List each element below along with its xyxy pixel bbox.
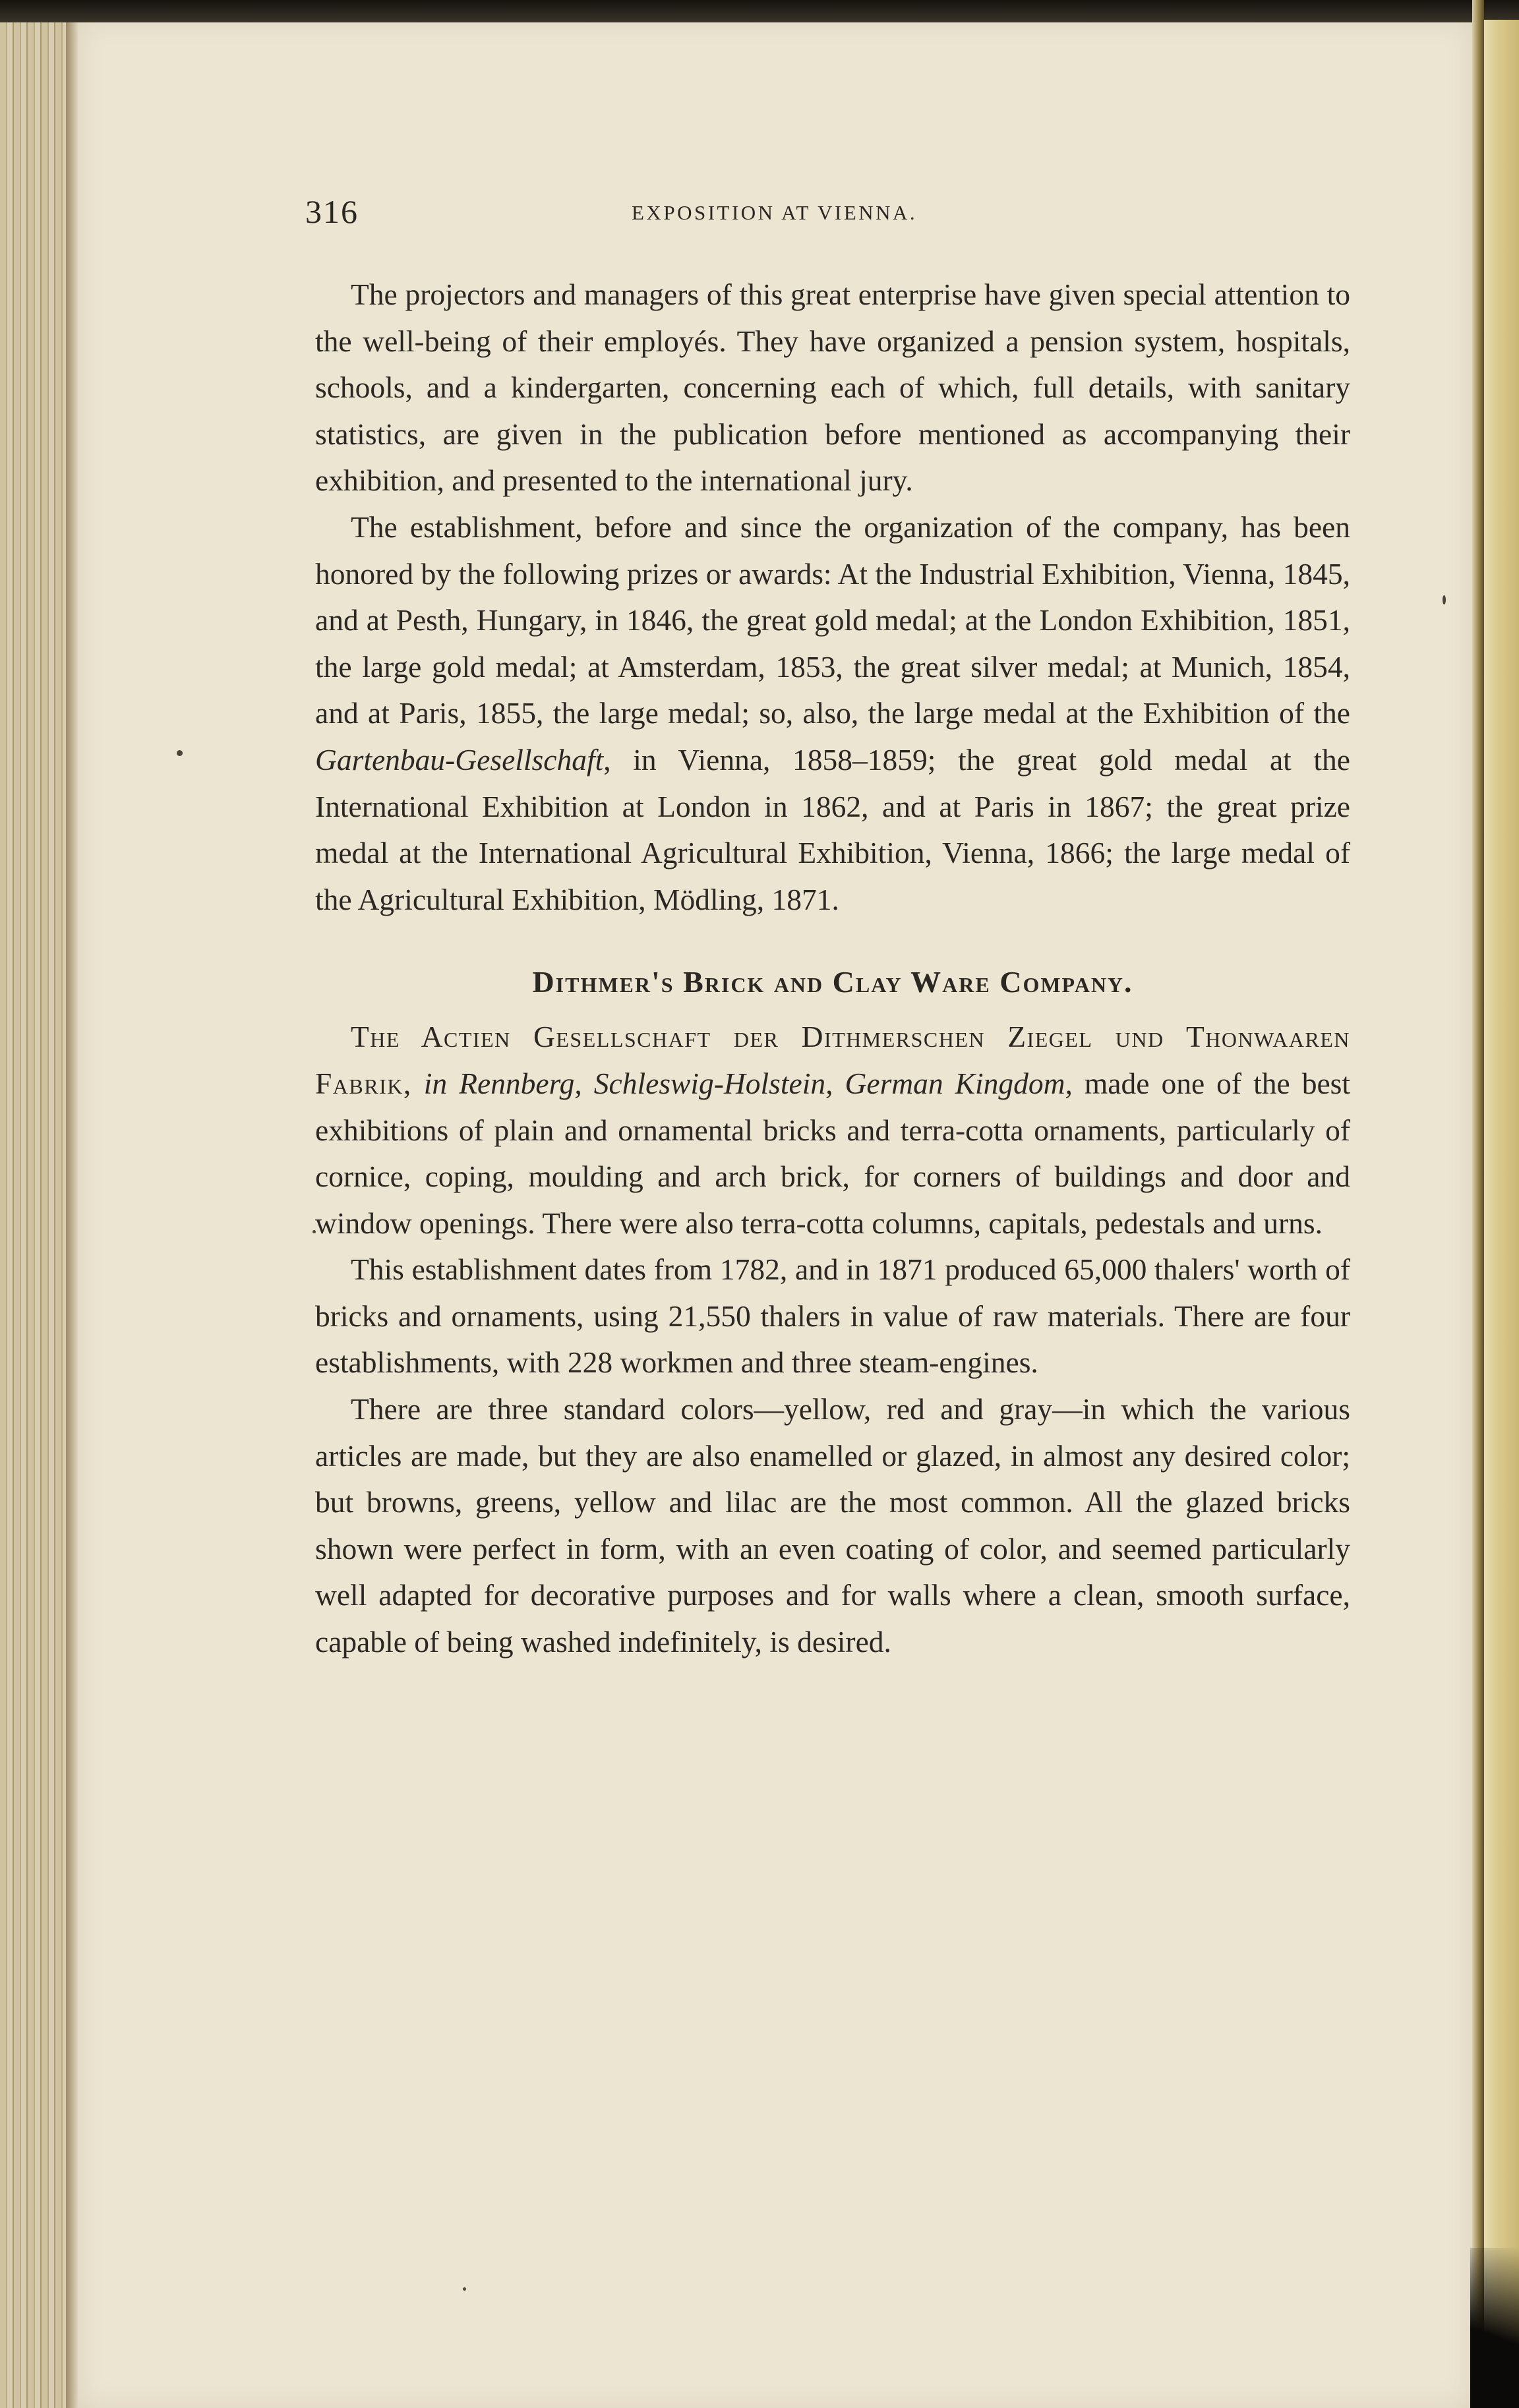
paragraph-employes: The projectors and managers of this great enterprise have given special attention to the well-being of their employés. They have organized a pension system, hospitals, schools, and a kindergarten, concerning each of which, full details, with sanitary statistics, are given in the publication before mentioned as accompanying their exhibition, and presented to the international jury. xyxy=(315,278,1350,498)
page-edge-shadow xyxy=(66,0,79,2408)
paper-speck xyxy=(177,750,183,756)
page-gutter-right xyxy=(1472,0,1484,2408)
scan-top-border xyxy=(0,0,1519,22)
paragraph-establishment-stats: This establishment dates from 1782, and in 1871 produced 65,000 thalers' worth of bricks and ornaments, using 21,550 thalers in value of raw materials. There are four establishments, with 228 workmen and three steam-engines. xyxy=(315,1252,1350,1380)
scan-corner-shadow xyxy=(1470,2248,1519,2408)
paragraph-dithmer-exhibit xyxy=(315,1014,1350,1247)
running-head xyxy=(305,192,1370,239)
awards-text-start: The establishment, before and since the organization of the company, has been honored by the following prizes or awards: At the Industrial Exhibition, Vienna, 1845, and at Pesth, Hungary, in 1846, the great gold medal; at the London Exhibition, 1851, the large gold medal; at Amsterdam, 1853, the great silver medal; at Munich, 1854, and at Paris, 1855, the large medal; so, also, the large medal at the Exhibition of the xyxy=(315,510,1350,730)
page-edges-left xyxy=(0,0,76,2408)
paper-speck xyxy=(1443,595,1446,604)
page-number: 316 xyxy=(305,193,359,230)
paragraph-colors: There are three standard colors—yellow, red and gray—in which the various articles are made, but they are also enamelled or glazed, in almost any desired color; but browns, greens, yellow and lilac are the most common. All the glazed bricks shown were perfect in form, with an even coating of color, and seemed particularly well adapted for decorative purposes and for walls where a clean, smooth surface, capable of being washed indefinitely, is desired. xyxy=(315,1392,1350,1659)
company-name-smallcaps: The Actien Gesellschaft der Dithmerschen Ziegel und Thonwaaren Fabrik, xyxy=(315,1020,1350,1100)
paper-speck xyxy=(463,2287,466,2291)
running-title: EXPOSITION AT VIENNA. xyxy=(632,201,918,224)
body-text xyxy=(315,272,1350,1666)
exhibit-description: made one of the best exhibitions of plain and ornamental bricks and terra-cotta ornaments, particularly of cornice, coping, moulding and arch brick, for corners of buildings and door and window openings. There were also terra-cotta columns, capitals, pedestals and urns. xyxy=(315,1066,1351,1240)
awards-text-end: , in Vienna, 1858–1859; the great gold medal at the International Exhibition at London in 1862, and at Paris in 1867; the great prize medal at the International Agricultural Exhibition, Vienna, 1866; the large medal of the Agricultural Exhibition, Mödling, 1871. xyxy=(315,742,1350,916)
company-location-italic: in Rennberg, Schleswig-Holstein, German Kingdom, xyxy=(423,1066,1073,1100)
awards-italic-society: Gartenbau-Gesellschaft xyxy=(315,742,604,777)
paragraph-awards xyxy=(315,504,1350,923)
section-heading: Dithmer's Brick and Clay Ware Company. xyxy=(532,965,1133,999)
facing-page-edge xyxy=(1484,20,1519,2408)
